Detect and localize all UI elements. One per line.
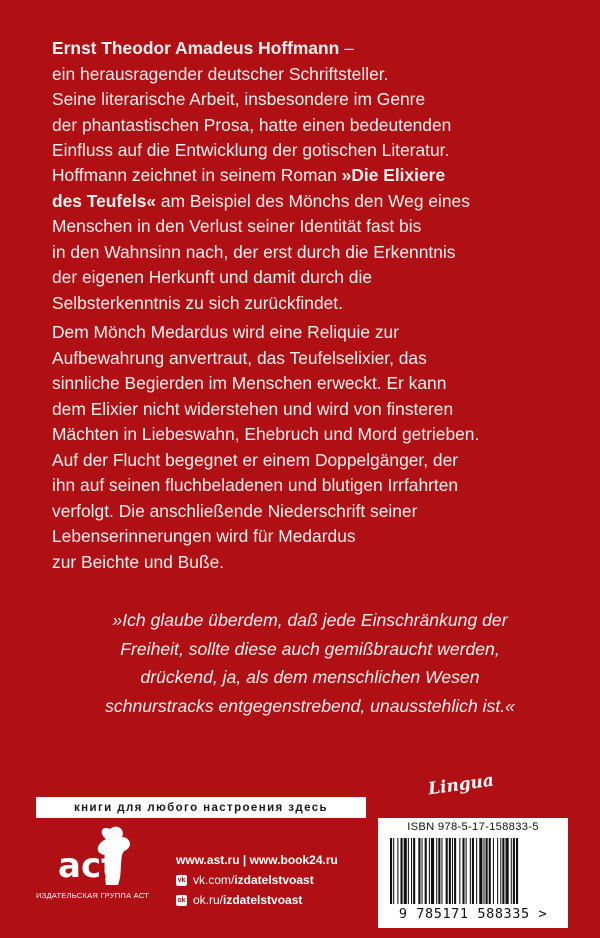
barcode-bar bbox=[425, 838, 427, 904]
plot-line: dem Elixier nicht widerstehen und wird von finsteren bbox=[52, 398, 454, 419]
plot-line: Mächten in Liebeswahn, Ehebruch und Mord getrieben. bbox=[52, 424, 480, 444]
novel-line-1 bbox=[52, 163, 552, 189]
barcode-bar bbox=[497, 838, 498, 904]
quote-line: »Ich glaube überdem, daß jede Einschränkung der bbox=[112, 610, 508, 630]
plot-paragraph bbox=[52, 320, 552, 575]
ok-prefix: ok.ru/ bbox=[193, 893, 224, 907]
barcode-bar bbox=[479, 838, 482, 904]
barcode-bar bbox=[449, 838, 451, 904]
novel-summary-paragraph bbox=[52, 163, 552, 316]
vk-link[interactable] bbox=[176, 870, 338, 890]
intro-line-5: Einfluss auf die Entwicklung der gotischen Literatur. bbox=[52, 140, 450, 160]
barcode-bar bbox=[462, 838, 464, 904]
publisher-links bbox=[176, 850, 338, 910]
barcode-bar bbox=[397, 838, 398, 904]
quote-line: Freiheit, sollte diese auch gemißbraucht werden, bbox=[120, 638, 500, 659]
novel-title-part-1: »Die Elixiere bbox=[341, 165, 446, 185]
novel-line-2 bbox=[52, 189, 552, 215]
plot-line: Auf der Flucht begegnet er einem Doppelgänger, der bbox=[52, 449, 459, 470]
barcode-bar bbox=[436, 838, 437, 904]
barcode-bars bbox=[388, 838, 558, 904]
barcode-bar bbox=[429, 838, 430, 904]
novel-line-2-text: am Beispiel des Mönchs den Weg eines bbox=[156, 190, 470, 211]
vk-prefix: vk.com/ bbox=[193, 873, 235, 887]
ast-publisher-logo bbox=[36, 825, 156, 920]
barcode-bar bbox=[446, 838, 448, 904]
novel-line-4: in den Wahnsinn nach, der erst durch die Erkenntnis bbox=[52, 241, 456, 262]
barcode-bar bbox=[506, 838, 509, 904]
vk-icon: vk bbox=[177, 876, 186, 884]
barcode-bar bbox=[516, 838, 518, 904]
plot-line: Aufbewahrung anvertraut, das Teufelselixier, das bbox=[52, 347, 427, 368]
author-name: Ernst Theodor Amadeus Hoffmann bbox=[52, 38, 340, 58]
barcode-bar bbox=[493, 838, 494, 904]
barcode-bar bbox=[441, 838, 442, 904]
publisher-tagline: книги для любого настроения здесь bbox=[36, 797, 366, 818]
intro-line-3: Seine literarische Arbeit, insbesondere im Genre bbox=[52, 89, 426, 109]
barcode-bar bbox=[404, 838, 407, 904]
publisher-group-caption: ИЗДАТЕЛЬСКАЯ ГРУППА АСТ bbox=[36, 891, 150, 900]
isbn-number: ISBN 978-5-17-158833-5 bbox=[407, 821, 539, 833]
barcode-bar bbox=[454, 838, 456, 904]
barcode-bar bbox=[418, 838, 420, 904]
barcode-bar bbox=[500, 838, 501, 904]
epigraph-quote bbox=[40, 606, 580, 720]
barcode-bar bbox=[438, 838, 440, 904]
barcode-bar bbox=[502, 838, 504, 904]
intro-line-2: ein herausragender deutscher Schriftsteller. bbox=[52, 63, 389, 84]
barcode-bar bbox=[483, 838, 484, 904]
intro-dash: – bbox=[339, 38, 354, 58]
barcode-bar bbox=[422, 838, 423, 904]
novel-line-5: der eigenen Herkunft und damit durch die bbox=[52, 267, 372, 287]
isbn-barcode bbox=[378, 818, 568, 928]
ast-logo-icon bbox=[36, 825, 156, 891]
novel-line-6: Selbsterkenntnis zu sich zurückfindet. bbox=[52, 292, 343, 313]
plot-line: Lebenserinnerungen wird für Medardus bbox=[52, 526, 356, 546]
barcode-bar bbox=[390, 838, 392, 904]
novel-line-1-text: Hoffmann zeichnet in seinem Roman bbox=[52, 165, 342, 185]
ok-link[interactable] bbox=[176, 890, 338, 910]
barcode-bar bbox=[476, 838, 477, 904]
author-intro-paragraph bbox=[52, 36, 552, 164]
plot-line: sinnliche Begierden im Menschen erweckt. Er kann bbox=[52, 373, 447, 393]
barcode-bar bbox=[413, 838, 415, 904]
barcode-bar bbox=[513, 838, 515, 904]
intro-line-1 bbox=[52, 36, 552, 62]
barcode-bar bbox=[489, 838, 491, 904]
barcode-bar bbox=[411, 838, 412, 904]
intro-line-4: der phantastischen Prosa, hatte einen bedeutenden bbox=[52, 114, 452, 135]
plot-line: ihn auf seinen fluchbeladenen und blutigen Irrfahrten bbox=[52, 475, 459, 495]
vk-handle: izdatelstvoast bbox=[234, 873, 314, 887]
barcode-bar bbox=[401, 838, 403, 904]
barcode-bar bbox=[459, 838, 460, 904]
ok-handle: izdatelstvoast bbox=[223, 893, 303, 907]
ast-logo-letters: act bbox=[58, 846, 118, 886]
plot-line: zur Beichte und Buße. bbox=[52, 551, 225, 572]
barcode-digits: 9 785171 588335 > bbox=[398, 906, 548, 922]
novel-title-part-2: des Teufels« bbox=[52, 190, 157, 211]
barcode-bar bbox=[511, 838, 512, 904]
plot-line: verfolgt. Die anschließende Niederschrift seiner bbox=[52, 500, 418, 521]
barcode-bar bbox=[472, 838, 474, 904]
barcode-bar bbox=[431, 838, 434, 904]
barcode-bar bbox=[452, 838, 453, 904]
lingua-series-logo: Lingua bbox=[426, 770, 496, 800]
quote-line: schnurstracks entgegenstrebend, unausstehlich ist.« bbox=[105, 695, 515, 716]
publisher-websites[interactable]: www.ast.ru | www.book24.ru bbox=[176, 853, 338, 867]
barcode-bar bbox=[408, 838, 409, 904]
barcode-bar bbox=[486, 838, 488, 904]
plot-line: Dem Mönch Medardus wird eine Reliquie zur bbox=[52, 322, 399, 342]
barcode-bar bbox=[466, 838, 467, 904]
barcode-bar bbox=[470, 838, 471, 904]
quote-line: drückend, ja, als dem menschlichen Wesen bbox=[140, 667, 480, 687]
odnoklassniki-icon: ok bbox=[177, 896, 186, 904]
novel-line-3: Menschen in den Verlust seiner Identität fast bis bbox=[52, 216, 422, 236]
barcode-bar bbox=[393, 838, 394, 904]
